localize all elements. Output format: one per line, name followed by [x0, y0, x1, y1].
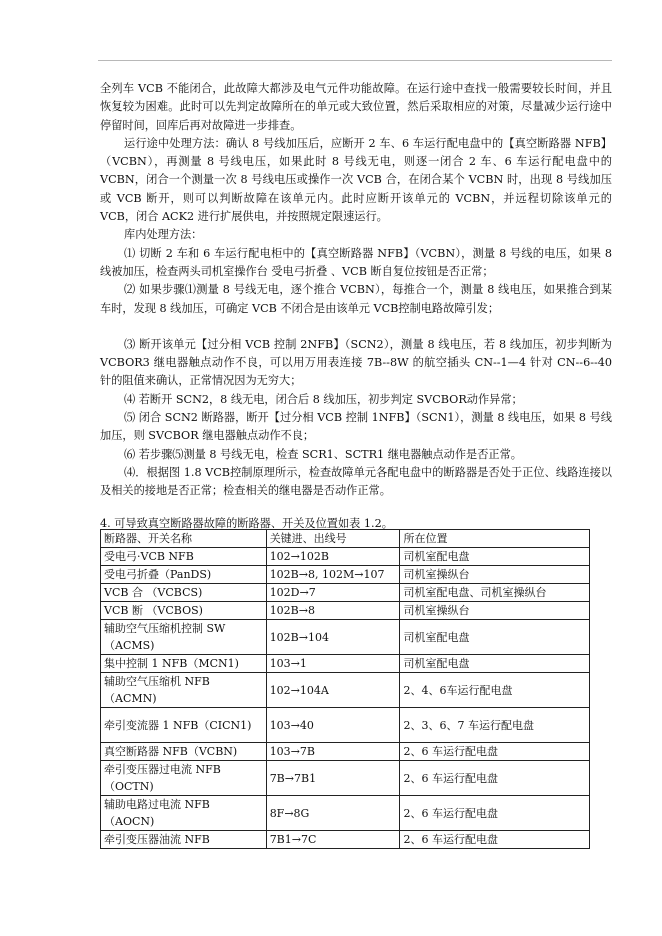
table-cell: 司机室配电盘	[400, 620, 590, 655]
table-cell: 牵引变流器 1 NFB（CICN1)	[101, 708, 267, 743]
table-cell: 102D→7	[266, 584, 400, 602]
table-row	[101, 673, 590, 708]
paragraph-check-principle: ⑷．根据图 1.8 VCB控制原理所示，检查故障单元各配电盘中的断路器是否处于正位、线路连接以及相关的接地是否正常；检查相关的继电器是否动作正常。	[100, 465, 612, 498]
paragraph-depot-method-title: 库内处理方法：	[124, 228, 203, 242]
paragraph-step-5: ⑸ 闭合 SCN2 断路器，断开【过分相 VCB 控制 1NFB】（SCN1），测量 8 线电压，如果 8 号线加压，则 SVCBOR 继电器触点动作不良；	[100, 411, 612, 443]
table-cell: 2、6 车运行配电盘	[400, 761, 590, 796]
header-cell-location: 所在位置	[400, 530, 590, 548]
paragraph-step-2: ⑵ 如果步骤⑴测量 8 号线无电，逐个推合 VCBN），每推合一个，测量 8 线电压，如果推合到某车时，发现 8 线加压，可确定 VCB 不闭合是由该单元 VCB控制电路故障引发；	[100, 283, 612, 315]
table-cell: VCB 合 （VCBCS)	[101, 584, 267, 602]
table-row	[101, 831, 590, 849]
table-row	[101, 796, 590, 831]
table-cell: 司机室配电盘	[400, 655, 590, 673]
header-cell-wire: 关键进、出线号	[266, 530, 400, 548]
table-row	[101, 548, 590, 566]
table-cell: 8F→8G	[266, 796, 400, 831]
table-cell: 7B→7B1	[266, 761, 400, 796]
table-cell: 2、6 车运行配电盘	[400, 743, 590, 761]
table-cell: 真空断路器 NFB（VCBN)	[101, 743, 267, 761]
table-cell: 辅助电路过电流 NFB （AOCN)	[101, 796, 267, 831]
table-cell: 2、3、6、7 车运行配电盘	[400, 708, 590, 743]
table-cell: 103→1	[266, 655, 400, 673]
table-cell: 103→7B	[266, 743, 400, 761]
table-row	[101, 602, 590, 620]
header-cell-name: 断路器、开关名称	[101, 530, 267, 548]
table-cell: 司机室操纵台	[400, 602, 590, 620]
table-cell: 辅助空气压缩机 NFB （ACMN)	[101, 673, 267, 708]
table-cell: 103→40	[266, 708, 400, 743]
paragraph-step-6: ⑹ 若步骤⑸测量 8 号线无电，检查 SCR1、SCTR1 继电器触点动作是否正常。	[124, 447, 522, 461]
table-cell: 牵引变压器过电流 NFB （OCTN)	[101, 761, 267, 796]
table-cell: 辅助空气压缩机控制 SW（ACMS)	[101, 620, 267, 655]
table-row	[101, 761, 590, 796]
paragraph-intro: 全列车 VCB 不能闭合，此故障大都涉及电气元件功能故障。在运行途中查找一般需要较长时间，并且恢复较为困难。此时可以先判定故障所在的单元或大致位置，然后采取相应的对策，尽量减少运行途中停留时间，回库后再对故障进一步排查。	[100, 82, 612, 132]
table-cell: 2、6 车运行配电盘	[400, 831, 590, 849]
table-cell: 2、6 车运行配电盘	[400, 796, 590, 831]
table-header-row	[101, 530, 590, 548]
section-heading: 4. 可导致真空断路器故障的断路器、开关及位置如表 1.2。	[100, 516, 393, 530]
table-row	[101, 620, 590, 655]
table-cell: 司机室配电盘	[400, 548, 590, 566]
document-body	[100, 80, 612, 533]
table-cell: 102B→104	[266, 620, 400, 655]
table-cell: 司机室配电盘、司机室操纵台	[400, 584, 590, 602]
table-row	[101, 655, 590, 673]
table-cell: 102→102B	[266, 548, 400, 566]
paragraph-step-4: ⑷ 若断开 SCN2，8 线无电，闭合后 8 线加压，初步判定 SVCBOR动作异常；	[124, 392, 523, 406]
table-cell: VCB 断 （VCBOS)	[101, 602, 267, 620]
paragraph-step-3: ⑶ 断开该单元【过分相 VCB 控制 2NFB】（SCN2），测量 8 线电压，若 8 线加压，初步判断为 VCBOR3 继电器触点动作不良，可以用万用表连接 7B--8W 的航空插头 CN--1—4 针对 CN--6--40 针的阻值来确认，正常情况因为无穷大；	[100, 337, 612, 388]
table-row	[101, 566, 590, 584]
table-row	[101, 743, 590, 761]
table-cell: 受电弓·VCB NFB	[101, 548, 267, 566]
table-row	[101, 584, 590, 602]
table-cell: 集中控制 1 NFB（MCN1)	[101, 655, 267, 673]
table-cell: 受电弓折叠（PanDS)	[101, 566, 267, 584]
table-cell: 102B→8	[266, 602, 400, 620]
paragraph-step-1: ⑴ 切断 2 车和 6 车运行配电柜中的【真空断路器 NFB】（VCBN），测量 8 号线的电压，如果 8 线被加压，检查两头司机室操作台 受电弓折叠 、VCB 断自复位按钮是否正常；	[100, 246, 612, 278]
breaker-table	[100, 529, 590, 849]
table-cell: 102→104A	[266, 673, 400, 708]
table-cell: 2、4、6车运行配电盘	[400, 673, 590, 708]
header-rule	[98, 60, 612, 61]
paragraph-en-route-method: 运行途中处理方法：确认 8 号线加压后，应断开 2 车、6 车运行配电盘中的【真空断路器 NFB】（VCBN），再测量 8 号线电压，如果此时 8 号线无电，则逐一闭合 2 车、6 车运行配电盘中的 VCBN，闭合一个测量一次 8 号线电压或操作一次 VCB 合，在闭合某个 VCBN 时，出现 8 号线加压或 VCB 断开，则可以判断故障在该单元内。此时应断开该单元的 VCBN，并远程切除该单元的 VCB，闭合 ACK2 进行扩展供电，并按照规定限速运行。	[100, 136, 612, 224]
table-cell: 102B→8, 102M→107	[266, 566, 400, 584]
table-cell: 牵引变压器油流 NFB	[101, 831, 267, 849]
table-cell: 7B1→7C	[266, 831, 400, 849]
table-cell: 司机室操纵台	[400, 566, 590, 584]
table-row	[101, 708, 590, 743]
